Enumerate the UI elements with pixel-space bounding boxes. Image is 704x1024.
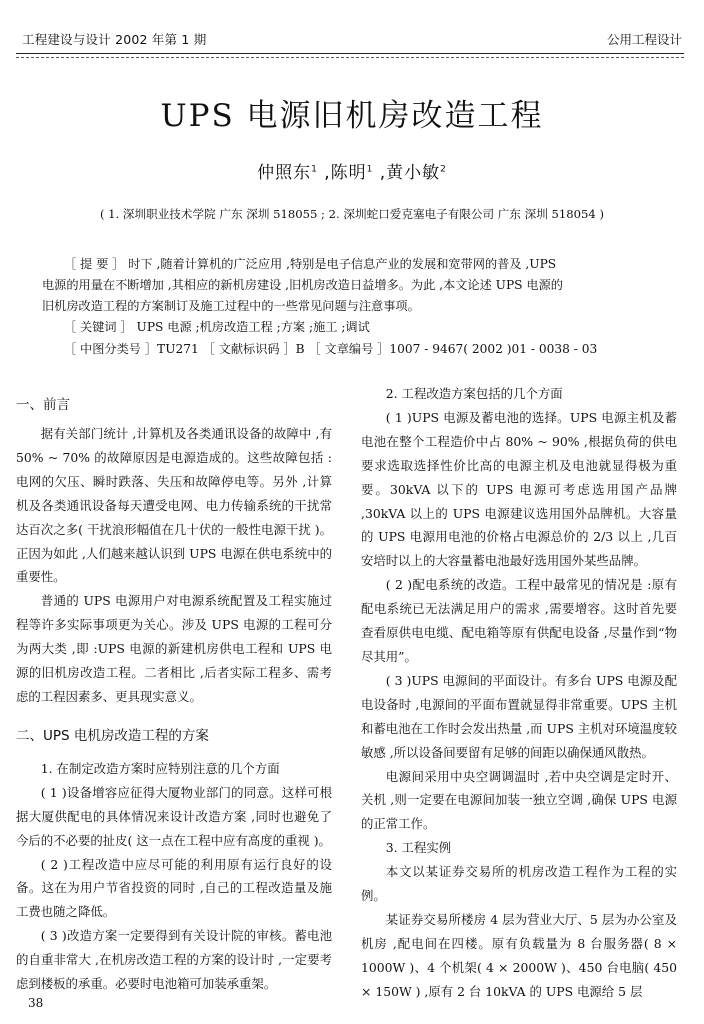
paragraph: 据有关部门统计 ,计算机及各类通讯设备的故障中 ,有 50% ~ 70% 的故障原因是电源造成的。这些故障包括 :电网的欠压、瞬时跌落、失压和故障停电等。另外 ,计算机及各类通讯设备每天遭受电网、电力传输系统的干扰常达百次之多( 干扰浪形幅值在几十伏的一般性电源干扰 )。正因为如此 ,人们越来越认识到 UPS 电源在供电系统中的重要性。 (16, 426, 332, 585)
author-list: 仲照东$^1$ ,陈明$^1$ ,黄小敏$^2$ (257, 163, 447, 183)
journal-header: 工程建设与设计 2002 年第 1 期 (22, 32, 207, 47)
paragraph: ( 2 )配电系统的改造。工程中最常见的情况是 :原有配电系统已无法满足用户的需求 ,需要增容。这时首先要查看原供电电缆、配电箱等原有供配电设备 ,尽量作到“物尽其用”。 (361, 577, 677, 664)
paragraph: ( 1 )设备增容应征得大厦物业部门的同意。这样可根据大厦供配电的具体情况来设计改造方案 ,同时也避免了今后的不必要的扯皮( 这一点在工程中应有高度的重视 )。 (16, 784, 332, 848)
abstract-line: ［ 提 要 ］ 时下 ,随着计算机的广泛应用 ,特别是电子信息产业的发展和宽带网的普及 ,UPS (64, 257, 557, 271)
subsection-heading: 1. 在制定改造方案时应特别注意的几个方面 (40, 760, 280, 776)
paragraph: ( 1 )UPS 电源及蓄电池的选择。UPS 电源主机及蓄电池在整个工程造价中占 80% ~ 90% ,根据负荷的供电要求选取选择性价比高的电源主机及电池就显得极为重要。30kVA 以下的 UPS 电源可考虑选用国产品牌 ,30kVA 以上的 UPS 电源建议选用国外品牌机。大容量的 UPS 电源用电池的价格占电源总价的 2/3 以上 ,几百安培时以上的大容量蓄电池最好选用国外某些品牌。 (361, 409, 677, 569)
classification: ［ 中图分类号 ］TU271 ［ 文献标识码 ］B ［ 文章编号 ］1007 - 9467( 2002 )01 - 0038 - 03 (64, 342, 598, 356)
page-number: 38 (28, 996, 44, 1010)
paragraph: ( 2 )工程改造中应尽可能的利用原有运行良好的设备。这在为用户节省投资的同时 ,自己的工程改造量及施工费也随之降低。 (16, 856, 332, 920)
right-column (361, 382, 677, 1004)
author-name: 仲照东 (257, 163, 312, 183)
paragraph: ( 3 )改造方案一定要得到有关设计院的审核。蓄电池的自重非常大 ,在机房改造工程的方案的设计时 ,一定要考虑到楼板的承重。必要时电池箱可加装承重架。 (16, 928, 332, 992)
paragraph: 电源间采用中央空调调温时 ,若中央空调是定时开、关机 ,则一定要在电源间加装一独立空调 ,确保 UPS 电源的正常工作。 (361, 768, 677, 832)
header-rule-dashed (16, 57, 684, 58)
abstract-line: 电源的用量在不断增加 ,其相应的新机房建设 ,旧机房改造日益增多。为此 ,本文论述 UPS 电源的 (42, 278, 563, 292)
paragraph: 本文以某证券交易所的机房改造工程作为工程的实例。 (361, 864, 677, 904)
paragraph: 普通的 UPS 电源用户对电源系统配置及工程实施过程等许多实际事项更为关心。涉及 UPS 电源的工程可分为两大类 ,即 :UPS 电源的新建机房供电工程和 UPS 电源的旧机房改造工程。二者相比 ,后者实际工程多、需考虑的工程因素多、更具现实意义。 (16, 593, 332, 704)
author-affil-mark: 1 (366, 164, 374, 175)
author-name: 黄小敏 (386, 163, 441, 183)
section-heading: 二、UPS 电机房改造工程的方案 (16, 727, 209, 744)
affiliation: ( 1. 深圳职业技术学院 广东 深圳 518055 ; 2. 深圳蛇口爱克塞电子有限公司 广东 深圳 518054 ) (99, 207, 605, 221)
subsection-heading: 3. 工程实例 (385, 840, 452, 856)
section-heading: 一、前言 (16, 397, 70, 413)
abstract-line: 旧机房改造工程的方案制订及施工过程中的一些常见问题与注意事项。 (42, 299, 420, 313)
author-name: 陈明 (330, 163, 367, 183)
header-rule (16, 53, 684, 54)
paragraph: ( 3 )UPS 电源间的平面设计。有多台 UPS 电源及配电设备时 ,电源间的平面布置就显得非常重要。UPS 主机和蓄电池在工作时会发出热量 ,而 UPS 主机对环境温度较敏感 ,所以设备间要留有足够的间距以确保通风散热。 (361, 672, 677, 760)
author-affil-mark: 1 (311, 164, 318, 175)
category-header: 公用工程设计 (606, 32, 682, 47)
keywords: ［ 关键词 ］ UPS 电源 ;机房改造工程 ;方案 ;施工 ;调试 (64, 320, 370, 334)
subsection-heading: 2. 工程改造方案包括的几个方面 (385, 386, 563, 401)
paragraph: 某证券交易所楼房 4 层为营业大厅、5 层为办公室及机房 ,配电间在四楼。原有负载量为 8 台服务器( 8 × 1000W )、4 个机架( 4 × 2000W )、450 台电脑( 450 × 150W ) ,原有 2 台 10kVA 的 UPS 电源给 5 层 (361, 911, 677, 999)
paper-title: UPS 电源旧机房改造工程 (160, 98, 544, 134)
author-affil-mark: 2 (440, 164, 447, 175)
left-column (16, 392, 332, 996)
